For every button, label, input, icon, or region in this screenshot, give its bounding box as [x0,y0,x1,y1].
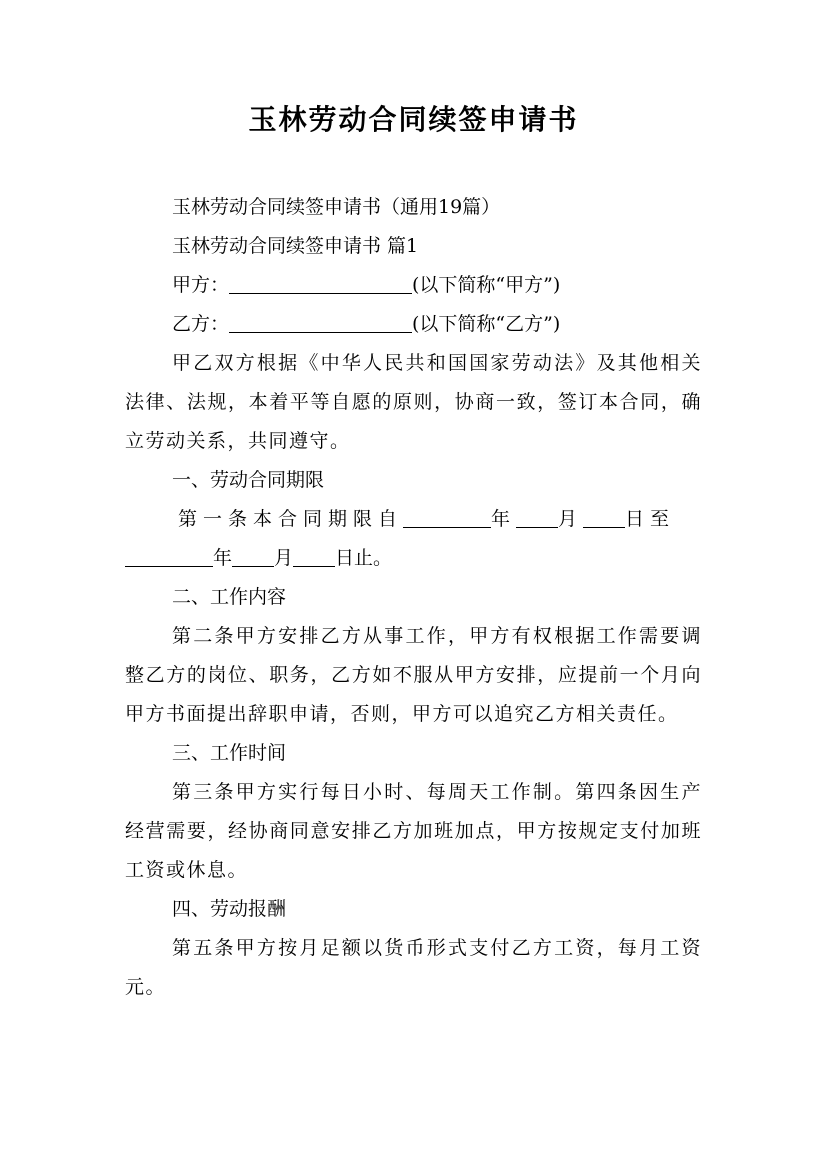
start-month-blank[interactable] [516,507,558,528]
article-1-month: 月 [558,508,584,530]
start-year-blank[interactable] [403,507,491,528]
intro-paragraph: 甲乙双方根据《中华人民共和国国家劳动法》及其他相关法律、法规，本着平等自愿的原则，协商一致，签订本合同，确立劳动关系，共同遵守。 [125,352,702,452]
section-4-heading: 四、劳动报酬 [172,898,287,920]
party-a-blank[interactable] [229,273,412,294]
document-title: 玉林劳动合同续签申请书 [248,103,579,136]
party-b-blank[interactable] [229,312,412,333]
article-1-year-2: 年 [213,547,233,569]
chapter-heading: 玉林劳动合同续签申请书 篇1 [172,235,419,257]
party-b-line [125,305,702,344]
end-day-blank[interactable] [293,546,335,567]
end-month-blank[interactable] [232,546,274,567]
article-5-paragraph: 第五条甲方按月足额以货币形式支付乙方工资，每月工资元。 [125,937,702,998]
article-1-start: 第一条本合同期限自 [178,508,404,530]
party-a-suffix: (以下简称“甲方”) [412,274,561,296]
article-1-day-to: 日至 [625,508,676,530]
party-b-label: 乙方： [172,313,230,335]
section-3-heading: 三、工作时间 [172,742,287,764]
article-3-paragraph: 第三条甲方实行每日小时、每周天工作制。第四条因生产经营需要，经协商同意安排乙方加班加点，甲方按规定支付加班工资或休息。 [125,781,702,881]
end-year-blank[interactable] [125,546,213,567]
document-body [125,188,702,1007]
article-1-year: 年 [491,508,517,530]
section-2-heading: 二、工作内容 [172,586,287,608]
party-a-label: 甲方： [172,274,230,296]
article-2-paragraph: 第二条甲方安排乙方从事工作，甲方有权根据工作需要调整乙方的岗位、职务，乙方如不服从甲方安排，应提前一个月向甲方书面提出辞职申请，否则，甲方可以追究乙方相关责任。 [125,625,702,725]
article-1-month-2: 月 [274,547,294,569]
start-day-blank[interactable] [583,507,625,528]
article-1-line-2 [125,539,702,578]
section-1-heading: 一、劳动合同期限 [172,469,325,491]
article-1-end: 日止。 [335,547,393,569]
party-a-line [125,266,702,305]
subtitle: 玉林劳动合同续签申请书（通用19篇） [172,196,501,218]
party-b-suffix: (以下简称“乙方”) [412,313,561,335]
article-1-line-1 [125,500,702,539]
